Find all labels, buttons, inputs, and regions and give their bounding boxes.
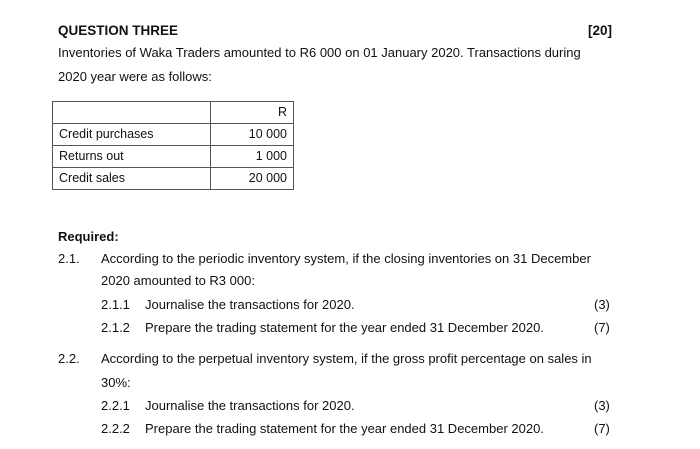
q21-number: 2.1.: [58, 251, 80, 266]
table-header-value-cell: R: [211, 102, 294, 124]
q222-text: Prepare the trading statement for the year ended 31 December 2020.: [145, 421, 544, 436]
table-cell-label: Returns out: [53, 146, 211, 168]
q21-text-line-2: 2020 amounted to R3 000:: [101, 273, 255, 288]
q211-marks: (3): [594, 297, 610, 312]
q221-text: Journalise the transactions for 2020.: [145, 398, 355, 413]
q212-number: 2.1.2: [101, 320, 130, 335]
q212-marks: (7): [594, 320, 610, 335]
intro-line-2: 2020 year were as follows:: [58, 69, 212, 84]
q222-marks: (7): [594, 421, 610, 436]
transactions-table: [52, 101, 294, 190]
q221-marks: (3): [594, 398, 610, 413]
table-row: [53, 168, 294, 190]
q22-text-line-2: 30%:: [101, 375, 131, 390]
q221-number: 2.2.1: [101, 398, 130, 413]
table-cell-value: 1 000: [211, 146, 294, 168]
q211-number: 2.1.1: [101, 297, 130, 312]
question-title: QUESTION THREE: [58, 23, 179, 38]
table-header-label-cell: [53, 102, 211, 124]
table-row: [53, 146, 294, 168]
intro-line-1: Inventories of Waka Traders amounted to R6 000 on 01 January 2020. Transactions during: [58, 45, 581, 60]
table-header-row: [53, 102, 294, 124]
q211-text: Journalise the transactions for 2020.: [145, 297, 355, 312]
q212-text: Prepare the trading statement for the year ended 31 December 2020.: [145, 320, 544, 335]
table-cell-value: 20 000: [211, 168, 294, 190]
table-cell-value: 10 000: [211, 124, 294, 146]
q22-number: 2.2.: [58, 351, 80, 366]
table-row: [53, 124, 294, 146]
question-marks: [20]: [588, 23, 613, 38]
q21-text-line-1: According to the periodic inventory system, if the closing inventories on 31 December: [101, 251, 591, 266]
required-heading: Required:: [58, 229, 119, 244]
q222-number: 2.2.2: [101, 421, 130, 436]
table-cell-label: Credit sales: [53, 168, 211, 190]
q22-text-line-1: According to the perpetual inventory system, if the gross profit percentage on sales in: [101, 351, 592, 366]
table-cell-label: Credit purchases: [53, 124, 211, 146]
